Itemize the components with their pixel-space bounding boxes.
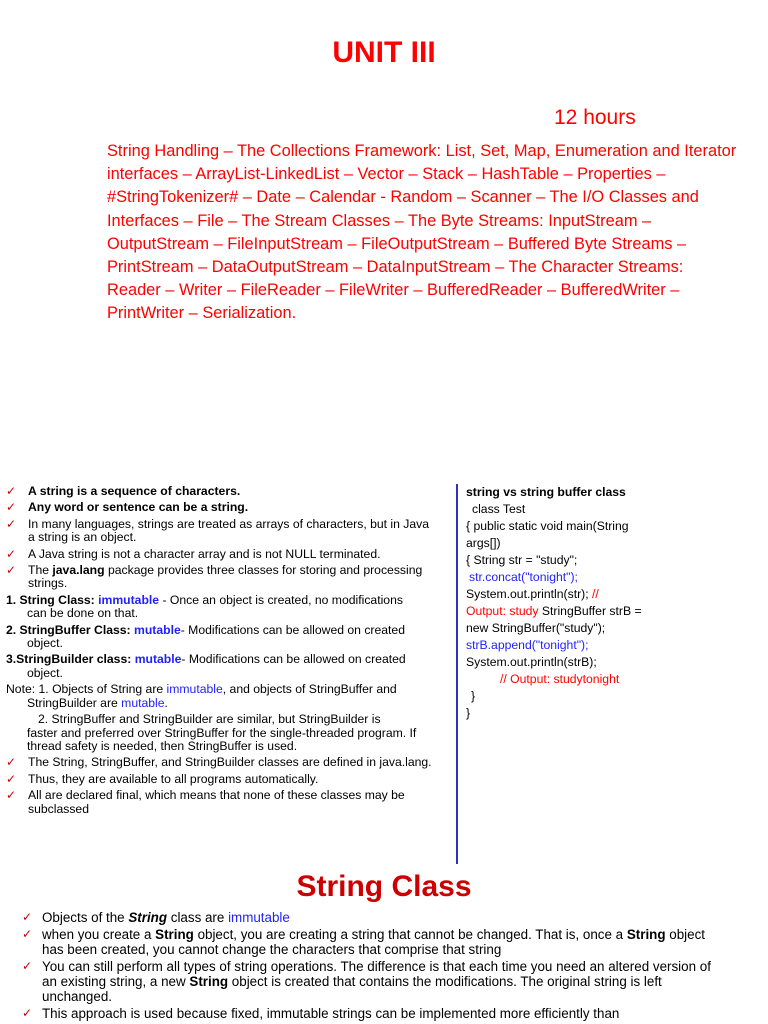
string-class-item <box>6 594 436 621</box>
item-text: - Modifications can be allowed on created <box>181 652 406 667</box>
section-title: String Class <box>296 870 472 903</box>
list-item-text: object, you are creating a string that cannot be changed. That is, once a <box>193 927 627 942</box>
checkmark-icon: ✓ <box>6 771 17 786</box>
code-line: class Test <box>472 502 526 516</box>
list-item-text: In many languages, strings are treated as arrays of characters, but in Java a string is an object. <box>28 516 430 545</box>
mutable-label: mutable <box>134 622 181 637</box>
note-item-2 <box>6 713 436 753</box>
page-title: UNIT III <box>332 36 436 69</box>
string-class-list <box>22 910 712 1023</box>
code-line: } <box>466 706 471 720</box>
code-line: StringBuffer strB = new StringBuffer("study"); <box>466 604 642 635</box>
list-item-text: Thus, they are available to all programs automatically. <box>28 771 319 786</box>
class-name: String <box>189 974 229 989</box>
note-text: Note: 1. Objects of String are <box>6 682 167 697</box>
code-heading: string vs string buffer class <box>466 485 626 499</box>
item-text: - Modifications can be allowed on created <box>180 622 405 637</box>
list-item <box>6 548 436 561</box>
code-line: } <box>471 689 476 703</box>
class-name: String <box>128 910 168 925</box>
item-text: - Once an object is created, no modifications <box>159 592 403 607</box>
list-item <box>22 959 712 1004</box>
code-example <box>466 484 656 722</box>
code-line: System.out.println(str); <box>466 587 592 601</box>
note-text: , and objects of StringBuffer and <box>222 682 397 697</box>
checkmark-icon: ✓ <box>6 546 17 561</box>
note-text: . <box>164 695 168 710</box>
stringbuffer-class-item <box>6 624 436 651</box>
list-item-text: The <box>28 563 53 578</box>
checkmark-icon: ✓ <box>6 563 17 578</box>
list-item <box>22 910 712 925</box>
mutable-label: mutable <box>134 652 182 667</box>
checkmark-icon: ✓ <box>22 910 33 924</box>
list-item <box>22 1006 712 1021</box>
list-item-text: Any word or sentence can be a string. <box>28 500 249 515</box>
code-line: { public static void main(String args[]) <box>466 519 629 550</box>
note-item <box>6 683 436 710</box>
list-item <box>6 756 436 769</box>
class-name: String <box>626 927 666 942</box>
list-item <box>6 501 436 514</box>
column-divider <box>456 484 458 864</box>
item-text: object. <box>27 636 63 651</box>
item-heading: 3.StringBuilder class: <box>6 652 135 667</box>
package-name: java.lang <box>52 563 105 578</box>
checkmark-icon: ✓ <box>22 927 33 941</box>
list-item-text: The String, StringBuffer, and StringBuilder classes are defined in java.lang. <box>28 755 432 770</box>
list-item-text: object has been created, you cannot change the characters that comprise that string <box>42 927 705 957</box>
list-item-text: package provides three classes for storing and processing strings. <box>28 563 423 591</box>
item-text: object. <box>27 665 63 680</box>
item-heading: 1. String Class: <box>6 592 99 607</box>
unit-summary: String Handling – The Collections Framework: List, Set, Map, Enumeration and Iterator interfaces – ArrayList-LinkedList – Vector – Stack – HashTable – Properties – #StringTokenizer# – Date – Calendar - Random – Scanner – The I/O Classes and Interfaces – File – The Stream Classes – The Byte Streams: InputStream – OutputStream – FileInputStream – FileOutputStream – Buffered Byte Streams – PrintStream – DataOutputStream – DataInputStream – The Character Streams: Reader – Writer – FileReader – FileWriter – BufferedReader – BufferedWriter – PrintWriter – Serialization. <box>107 142 737 323</box>
checkmark-icon: ✓ <box>6 516 17 531</box>
hours-label: 12 hours <box>554 106 636 129</box>
list-item-text: Objects of the <box>42 910 129 925</box>
immutable-label: immutable <box>166 682 223 697</box>
list-item-text: A Java string is not a character array and is not NULL terminated. <box>28 546 381 561</box>
immutable-label: immutable <box>98 592 160 607</box>
list-item <box>6 773 436 786</box>
list-item <box>6 485 436 498</box>
list-item <box>22 927 712 957</box>
code-comment: Output: study <box>466 604 539 618</box>
code-comment: // <box>591 587 599 601</box>
code-line: strB.append("tonight"); <box>466 638 589 652</box>
mutable-label: mutable <box>121 695 165 710</box>
code-comment: // Output: studytonight <box>500 672 620 686</box>
list-item <box>6 564 436 591</box>
list-item-text: when you create a <box>42 927 156 942</box>
list-item-text: A string is a sequence of characters. <box>28 484 241 498</box>
immutable-label: immutable <box>228 910 290 925</box>
checkmark-icon: ✓ <box>6 500 17 515</box>
code-line: { String str = "study"; <box>466 553 578 567</box>
item-heading: 2. StringBuffer Class: <box>6 622 134 637</box>
list-item <box>6 789 436 816</box>
list-item-text: All are declared final, which means that none of these classes may be subclassed <box>28 788 405 816</box>
note-text: 2. StringBuffer and StringBuilder are similar, but StringBuilder is <box>38 712 381 727</box>
string-notes-list <box>6 485 436 819</box>
checkmark-icon: ✓ <box>6 484 17 498</box>
stringbuilder-class-item <box>6 653 436 680</box>
class-name: String <box>155 927 194 942</box>
note-text: faster and preferred over StringBuffer for the single-threaded program. If thread safety is needed, then StringBuffer is used. <box>27 725 417 753</box>
note-text: StringBuilder are <box>27 695 122 710</box>
code-line: str.concat("tonight"); <box>469 570 578 584</box>
item-text: can be done on that. <box>27 606 139 621</box>
checkmark-icon: ✓ <box>6 788 17 803</box>
list-item-text: class are <box>167 910 229 925</box>
list-item-text: object is created that contains the modifications. The original string is left unchanged. <box>42 974 662 1004</box>
checkmark-icon: ✓ <box>6 755 17 770</box>
checkmark-icon: ✓ <box>22 1006 33 1020</box>
list-item-text: You can still perform all types of string operations. The difference is that each time you need an altered version of an existing string, a new <box>42 959 711 989</box>
checkmark-icon: ✓ <box>22 959 33 973</box>
list-item <box>6 518 436 545</box>
code-line: System.out.println(strB); <box>466 655 597 669</box>
list-item-text: This approach is used because fixed, immutable strings can be implemented more efficiently than <box>42 1006 620 1021</box>
